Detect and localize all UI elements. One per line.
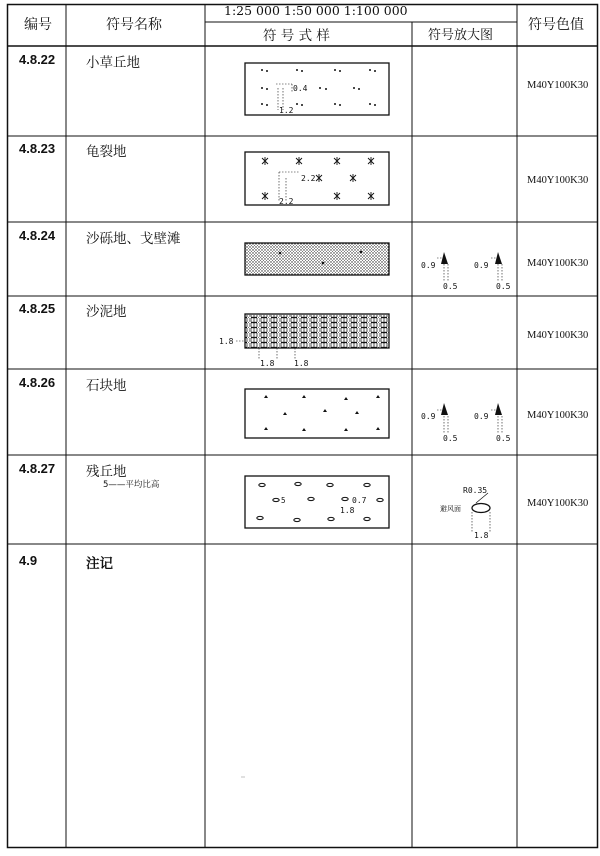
- dim-label: 0.9: [421, 412, 436, 421]
- row-note: 5——平均比高: [103, 480, 160, 490]
- row-name: 沙泥地: [86, 304, 127, 320]
- dim-label: 0.5: [443, 282, 458, 291]
- dim-label: 1.8: [340, 506, 355, 515]
- enlarged-note: 避风面: [440, 505, 461, 513]
- dim-label: 0.5: [496, 434, 511, 443]
- symbol-sample-cracked-land: [245, 152, 389, 206]
- row-code: 4.8.23: [19, 141, 56, 156]
- header-scales: 1:25 000 1:50 000 1:100 000: [224, 3, 408, 18]
- row-color: M40Y100K30: [527, 410, 589, 421]
- symbol-sample-stony-ground: [245, 389, 389, 438]
- row-name: 注记: [86, 556, 113, 572]
- row-code: 4.9: [19, 553, 38, 568]
- dim-label: 1.2: [279, 106, 294, 115]
- dim-label: 2.2: [279, 197, 294, 206]
- dim-label: 2.2: [301, 174, 316, 183]
- header-enlarged: 符号放大图: [428, 28, 494, 43]
- symbol-sample-residual-hills: [245, 476, 389, 528]
- row-code: 4.8.25: [19, 301, 56, 316]
- row-code: 4.8.27: [19, 461, 56, 476]
- dim-label: 0.7: [352, 496, 367, 505]
- dim-label: 1.8: [219, 337, 234, 346]
- row-color: M40Y100K30: [527, 498, 589, 509]
- dim-label: 0.4: [293, 84, 308, 93]
- symbol-sample-small-grass-hummock: [245, 63, 389, 115]
- row-name: 沙砾地、戈壁滩: [86, 231, 181, 247]
- row-name: 小草丘地: [86, 55, 140, 71]
- dim-label: 0.9: [474, 412, 489, 421]
- dim-label: 1.8: [474, 531, 489, 540]
- dim-label: 0.5: [496, 282, 511, 291]
- dim-label: 0.9: [474, 261, 489, 270]
- enlarged-gravel-gobi: [421, 252, 511, 291]
- row-color: M40Y100K30: [527, 330, 589, 341]
- row-name: 残丘地: [86, 464, 127, 480]
- row-code: 4.8.26: [19, 375, 56, 390]
- row-color: M40Y100K30: [527, 258, 589, 269]
- dim-label: 0.9: [421, 261, 436, 270]
- symbol-sample-sandy-mud: [219, 314, 389, 368]
- header-style: 符 号 式 样: [263, 28, 330, 44]
- row-name: 石块地: [86, 378, 127, 394]
- header-name: 符号名称: [106, 17, 162, 33]
- enlarged-residual-hill: [440, 486, 490, 540]
- header-color: 符号色值: [528, 17, 584, 33]
- header-code: 编号: [24, 17, 52, 33]
- dim-label: 0.5: [443, 434, 458, 443]
- dim-label: R0.35: [463, 486, 488, 495]
- row-color: M40Y100K30: [527, 175, 589, 186]
- symbol-sample-gravel-gobi: [245, 243, 389, 275]
- row-code: 4.8.22: [19, 52, 56, 67]
- row-color: M40Y100K30: [527, 80, 589, 91]
- enlarged-stony-ground: [421, 403, 511, 443]
- dim-label: 1.8: [294, 359, 309, 368]
- row-code: 4.8.24: [19, 228, 56, 243]
- row-name: 龟裂地: [86, 144, 127, 160]
- dim-label: 5: [281, 496, 286, 505]
- dim-label: 1.8: [260, 359, 275, 368]
